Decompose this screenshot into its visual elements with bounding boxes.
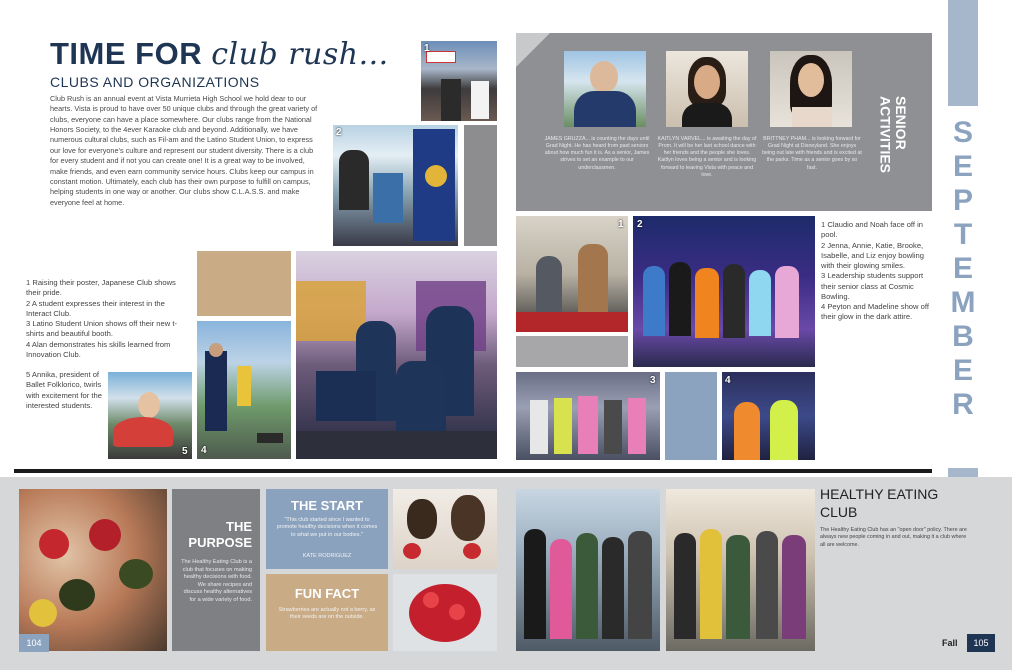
- photo-leadership-bowling: [516, 372, 660, 460]
- senior-quote-brittney: BRITTNEY PHAM... is looking forward for Grad Night at Disneyland. She enjoys being out late with friends and is excited at the parks. Time as a senior goes by so fast.: [762, 136, 862, 171]
- right-caption-3: 3 Leadership students support their senior class at Cosmic Bowling.: [821, 271, 924, 301]
- caption-2: 2 A student expresses their interest in the Interact Club.: [26, 298, 165, 318]
- photo-innovation-club: [197, 321, 291, 459]
- photo-glow-attire: [722, 372, 815, 460]
- healthy-eating-title: [820, 486, 980, 521]
- gray-accent-block-right: [516, 336, 628, 367]
- photo-two-students-apples: [393, 489, 497, 569]
- photo-club-group-2: [666, 489, 815, 651]
- photo-number-bowling: 2: [637, 219, 643, 230]
- photo-number-2: 2: [336, 127, 342, 138]
- healthy-eating-text: The Healthy Eating Club has an "open door" policy. There are always new people coming in and out, making it a club where all are welcome.: [820, 527, 967, 548]
- purpose-panel: [172, 489, 260, 651]
- senior-title-line-1: SENIOR: [893, 96, 909, 150]
- caption-4: 4 Alan demonstrates his skills learned from Innovation Club.: [26, 339, 171, 359]
- healthy-title-line-2: CLUB: [820, 503, 858, 520]
- photo-number-leadership: 3: [650, 375, 656, 386]
- title-block-text: TIME FOR: [50, 36, 203, 71]
- fun-fact-title: FUN FACT: [294, 586, 360, 601]
- purpose-title-line-2: PURPOSE: [188, 535, 252, 551]
- club-rush-story: Club Rush is an annual event at Vista Murrieta High School we hold dear to our hearts. Vista is proud to have over 50 unique clubs and through the great variety of clubs, everyone can have a place somewhere. Our clubs range from the National Honors Society, to the 4ever Karaoke club and beyond. Additionally, we have numerous cultural clubs, such as Fil-am and the Latino Student Union, to express our love for everyone's culture and represent our student diversity. There is a club for every student and if not you can create one! It is a great way to be involved, make friends, and even earn community service hours. Clubs keep our campus in constant motion. Ultimately, each club has their own purpose to fulfill on campus, helping students in one way or another. Our clubs show C.L.A.S.S. and make everyone feel at home.: [50, 94, 318, 207]
- the-start-panel: [266, 489, 388, 569]
- month-letter: S: [952, 116, 973, 149]
- right-captions: [821, 220, 933, 323]
- gold-accent-block: [197, 251, 291, 316]
- fun-fact-panel: [266, 574, 388, 651]
- month-letter: T: [953, 218, 973, 251]
- month-letter: R: [952, 388, 974, 421]
- caption-3: 3 Latino Student Union shows off their new t-shirts and beautiful booth.: [26, 319, 177, 339]
- month-label: [946, 118, 980, 420]
- right-caption-2: 2 Jenna, Annie, Katie, Brooke, Isabelle, and Liz enjoy bowling with their glowing smiles.: [821, 240, 925, 270]
- page-number-left: 104: [19, 634, 49, 652]
- page-title: [50, 36, 389, 72]
- month-letter: P: [952, 184, 973, 217]
- month-letter: M: [950, 286, 976, 319]
- photo-strawberries: [393, 574, 497, 651]
- title-script-text: club rush...: [211, 37, 389, 72]
- photo-number-5: 5: [182, 446, 188, 457]
- photo-ballet-folklorico: [108, 372, 192, 459]
- september-strip: [948, 0, 978, 106]
- left-captions: [26, 278, 186, 360]
- senior-quote-kaitlyn: KAITLYN VARVEL... is awaiting the day of Prom. It will be her last school dance with her friends and the people she loves. Kaitlyn loves being a senior and is looking forward to leaving Vista with peace and love.: [657, 136, 757, 178]
- photo-bowling-glow: [633, 216, 815, 367]
- purpose-title: [188, 519, 252, 552]
- fun-fact-text: Strawberries are actually not a berry, as their seeds are on the outside.: [278, 607, 376, 621]
- right-caption-4: 4 Peyton and Madeline show off their glow in the dark attire.: [821, 302, 929, 322]
- page-label-fall: Fall: [942, 638, 958, 648]
- caption-1: 1 Raising their poster, Japanese Club shows their pride.: [26, 278, 176, 298]
- section-divider: [14, 469, 932, 473]
- month-letter: E: [952, 354, 973, 387]
- photo-club-group-1: [516, 489, 660, 651]
- photo-pool: [516, 216, 628, 332]
- the-start-quote: "This club started since I wanted to promote healthy decisions when it comes to what we put in our bodies.": [276, 517, 378, 538]
- photo-japanese-club: [421, 41, 497, 121]
- month-letter: E: [952, 252, 973, 285]
- senior-activities-title: [868, 96, 908, 206]
- photo-james: [564, 51, 646, 127]
- month-letter: E: [952, 150, 973, 183]
- gray-accent-block: [464, 125, 497, 246]
- photo-number-pool: 1: [618, 219, 624, 230]
- caption-5: 5 Annika, president of Ballet Folklorico, twirls with excitement for the interested students.: [26, 370, 102, 410]
- purpose-text: The Healthy Eating Club is a club that focuses on making healthy decisions with food. We share recipes and discuss healthy alternatives for a wide variety of food.: [181, 559, 252, 603]
- photo-interact-club: [333, 125, 458, 246]
- month-letter: B: [952, 320, 974, 353]
- photo-latino-student-union: [296, 251, 497, 459]
- photo-kaitlyn: [666, 51, 748, 127]
- page-number-right: 105: [967, 634, 995, 652]
- healthy-title-line-1: HEALTHY EATING: [820, 486, 939, 502]
- senior-title-line-2: ACTIVITIES: [877, 96, 894, 174]
- photo-number-4: 4: [201, 445, 207, 456]
- section-subheading: CLUBS AND ORGANIZATIONS: [50, 74, 260, 90]
- purpose-title-line-1: THE: [226, 519, 252, 534]
- photo-fruit-hands: [19, 489, 167, 651]
- blue-accent-block: [665, 372, 717, 460]
- photo-number-1: 1: [424, 43, 430, 54]
- right-caption-1: 1 Claudio and Noah face off in pool.: [821, 220, 924, 240]
- photo-number-glow: 4: [725, 375, 731, 386]
- the-start-title: THE START: [291, 498, 363, 513]
- senior-quote-james: JAMES GRUZZA... is counting the days until Grad Night. He has heard from past seniors about how much fun it is. As a senior, James strives to set an example to our underclassmen.: [544, 136, 650, 171]
- photo-brittney: [770, 51, 852, 127]
- the-start-author: KATE RODRIGUEZ: [302, 553, 352, 559]
